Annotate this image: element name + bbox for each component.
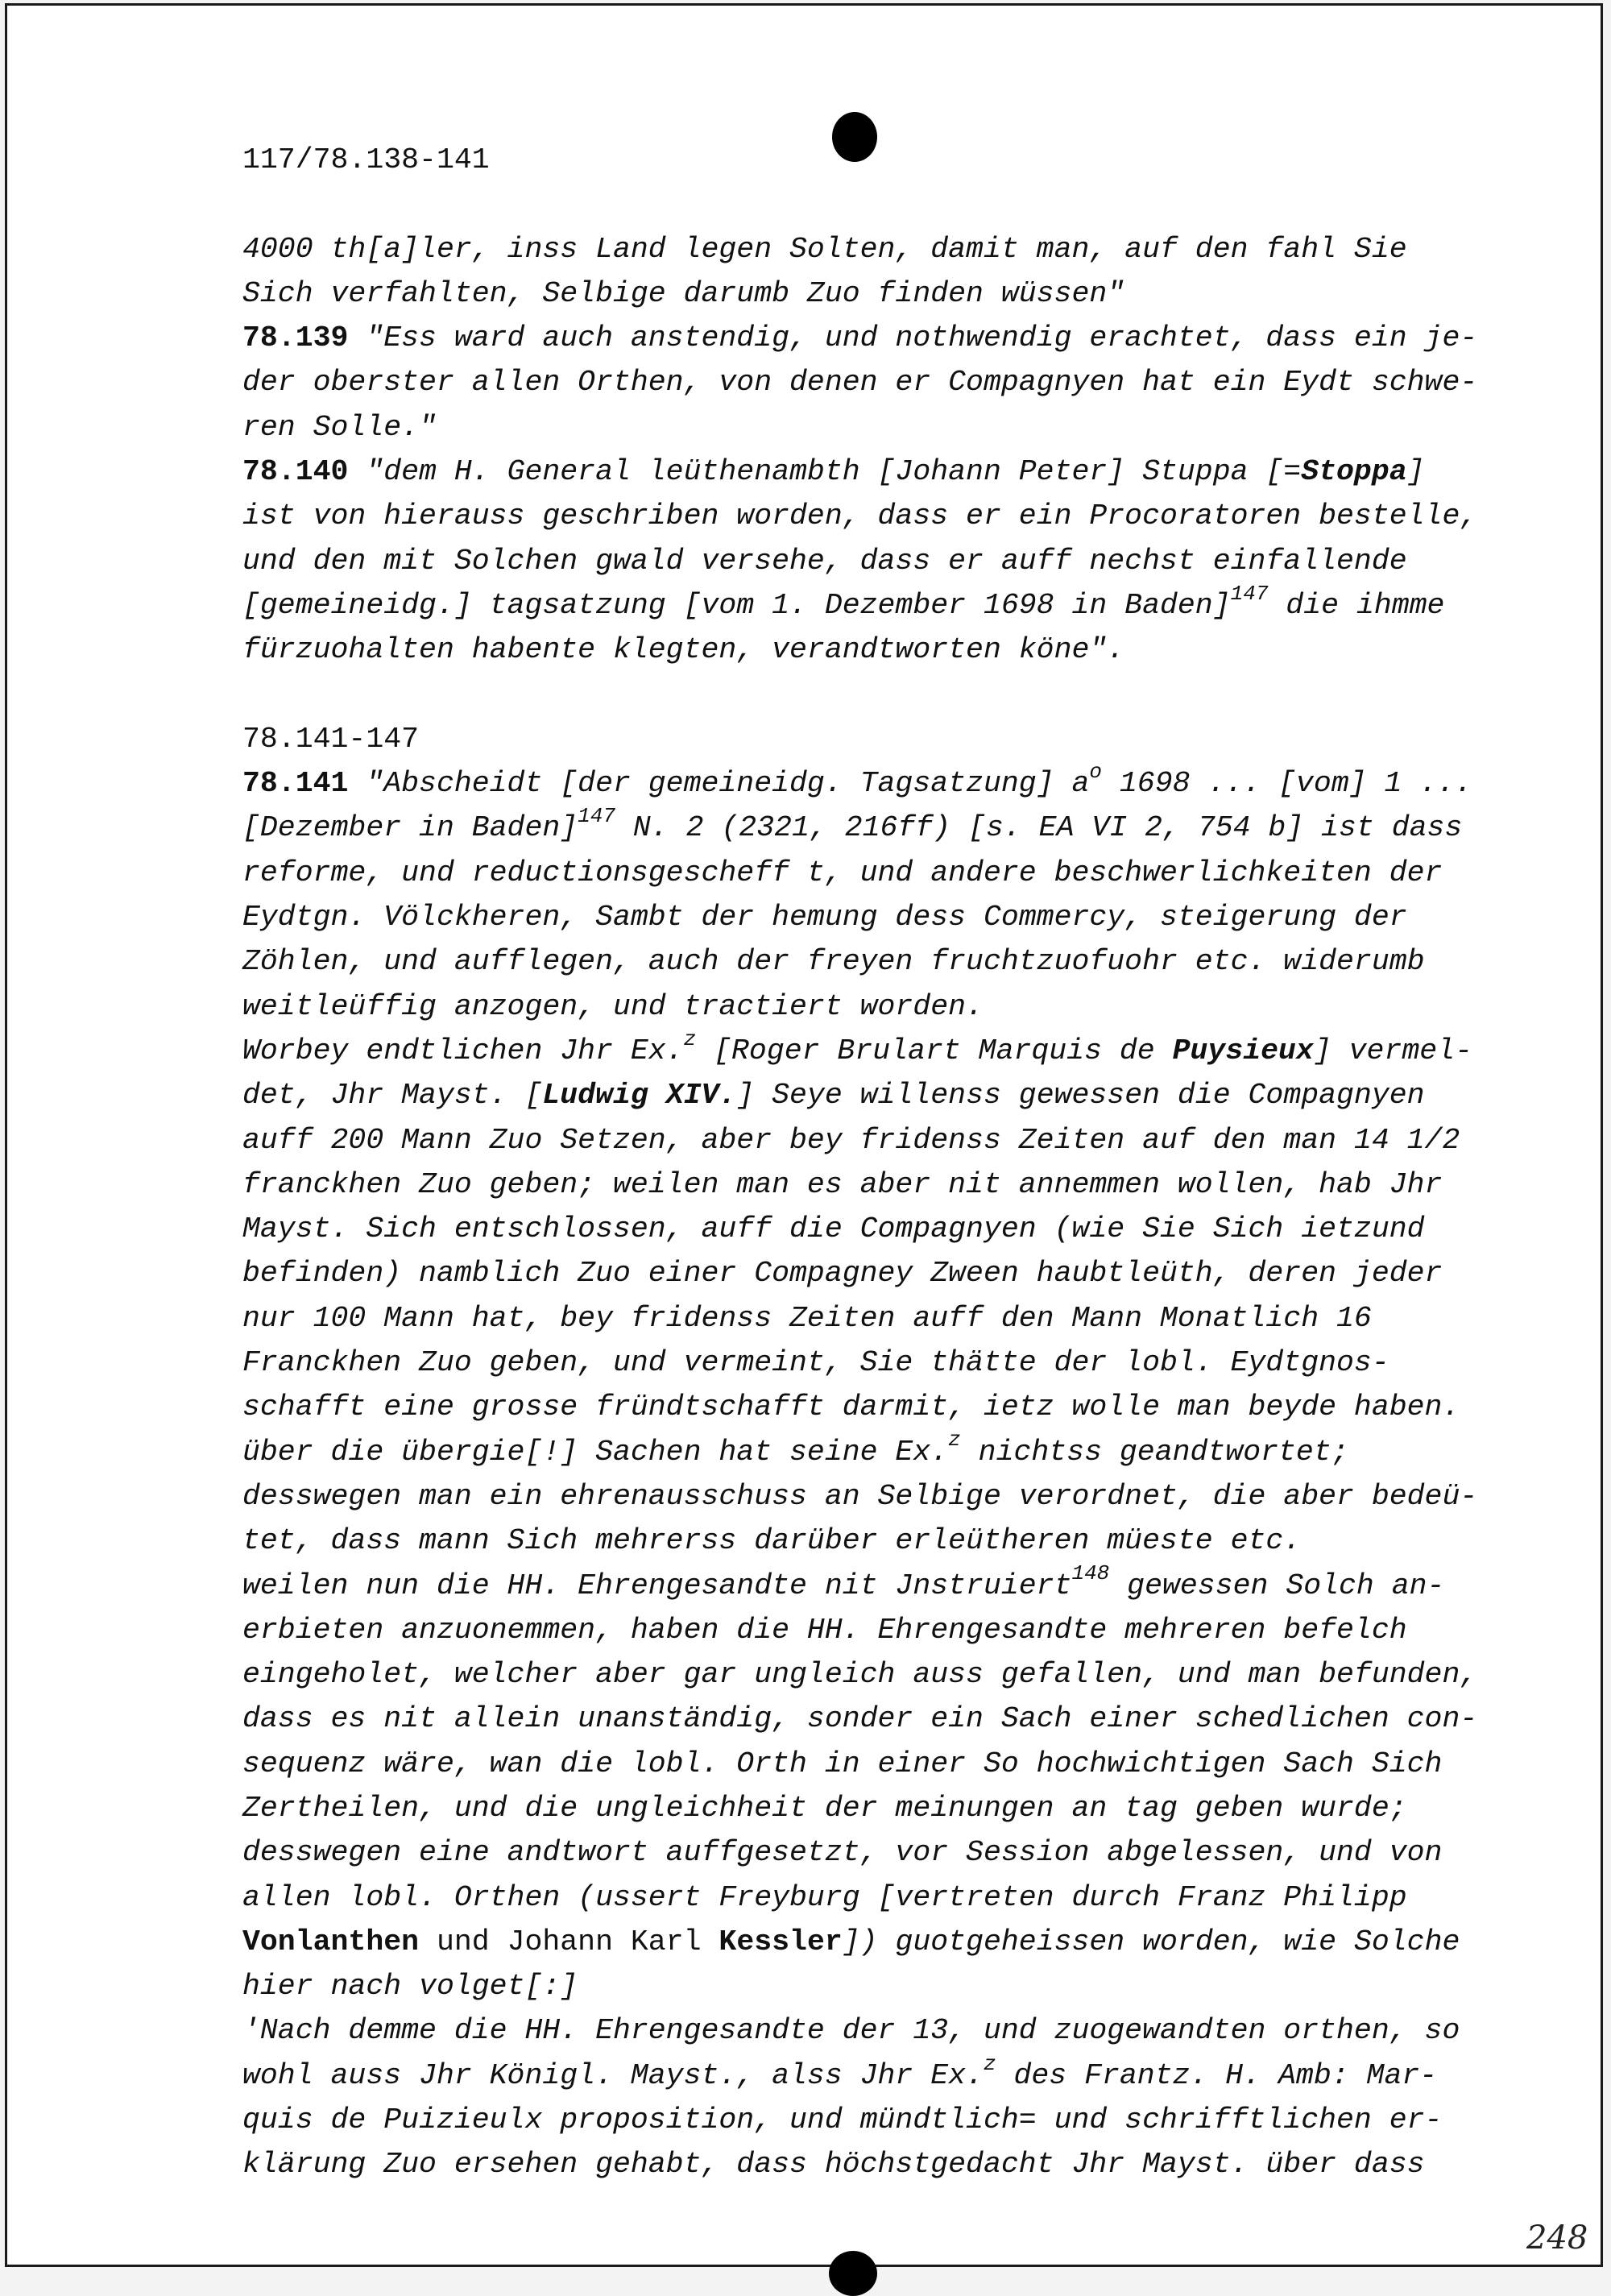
- text-segment: der oberster allen Orthen, von denen er Compagnyen hat ein Eydt schwe-: [242, 366, 1478, 400]
- handwritten-folio-number: 248: [1526, 2219, 1588, 2257]
- text-segment: "Ess ward auch anstendig, und nothwendig erachtet, dass ein je-: [348, 321, 1478, 355]
- text-segment: quis de Puizieulx proposition, und mündtlich= und schrifftlichen er-: [242, 2103, 1443, 2137]
- text-segment: befinden) namblich Zuo einer Compagney Zween haubtleüth, deren jeder: [242, 1257, 1443, 1291]
- text-line: [242, 2008, 1499, 2053]
- text-line: [242, 2051, 1499, 2098]
- text-segment: des Frantz. H. Amb: Mar-: [996, 2058, 1438, 2092]
- text-segment: nur 100 Mann hat, bey fridenss Zeiten auff den Mann Monatlich 16: [242, 1301, 1372, 1335]
- text-line: [242, 1073, 1499, 1117]
- text-segment: 1698 ... [vom] 1 ...: [1101, 767, 1472, 801]
- text-segment: ]) guotgeheissen worden, wie Solche: [842, 1925, 1460, 1958]
- text-segment: allen lobl. Orthen (ussert Freyburg [vertreten durch Franz Philipp: [242, 1880, 1407, 1914]
- footnote-ref: 147: [578, 804, 615, 829]
- text-segment: gewessen Solch an-: [1109, 1569, 1445, 1602]
- text-segment: klärung Zuo ersehen gehabt, dass höchstgedacht Jhr Mayst. über dass: [242, 2148, 1425, 2182]
- entry-78-140: [242, 450, 1499, 494]
- text-segment: ]: [1406, 455, 1425, 489]
- text-line: [242, 1608, 1499, 1652]
- text-line: [242, 628, 1499, 672]
- text-line: [242, 939, 1499, 984]
- text-segment: schafft eine grosse fründtschafft darmit, ietz wolle man beyde haben.: [242, 1390, 1460, 1424]
- text-line: [242, 583, 1499, 628]
- text-segment: 'Nach demme die HH. Ehrengesandte der 13, und zuogewandten orthen, so: [242, 2014, 1460, 2048]
- text-segment: franckhen Zuo geben; weilen man es aber nit annemmen wollen, hab Jhr: [242, 1167, 1443, 1201]
- text-line: [242, 1430, 1499, 1474]
- text-segment: ist von hierauss geschriben worden, dass er ein Procoratoren bestelle,: [242, 499, 1478, 533]
- text-line: [242, 984, 1499, 1029]
- bold-name: Vonlanthen: [242, 1925, 420, 1958]
- punch-hole-bottom: [829, 2251, 877, 2296]
- entry-number: 78.140: [242, 455, 349, 489]
- text-line: [242, 1519, 1499, 1563]
- text-segment: sequenz wäre, wan die lobl. Orth in einer So hochwichtigen Sach Sich: [242, 1747, 1443, 1780]
- text-segment: und Johann Karl: [419, 1925, 719, 1958]
- footnote-ref: 148: [1071, 1561, 1110, 1586]
- text-segment: desswegen eine andtwort auffgesetzt, vor Session abgelessen, und von: [242, 1836, 1443, 1870]
- text-segment: [gemeineidg.] tagsatzung [vom 1. Dezember 1698 in Baden]: [242, 588, 1231, 622]
- text-segment: Zöhlen, und aufflegen, auch der freyen fruchtzuofuohr etc. widerumb: [242, 945, 1425, 979]
- text-segment: Mayst. Sich entschlossen, auff die Compagnyen (wie Sie Sich ietzund: [242, 1212, 1425, 1246]
- text-segment: 117/78.138-141: [242, 143, 490, 176]
- text-segment: fürzuohalten habente klegten, verandtworten köne".: [242, 633, 1125, 667]
- text-line: [242, 1026, 1499, 1073]
- text-segment: ren Solle.": [242, 410, 437, 444]
- text-line: [242, 1697, 1499, 1741]
- entry-number: 78.139: [242, 321, 349, 355]
- bold-name: Ludwig XIV.: [542, 1079, 737, 1113]
- text-line: [242, 1742, 1499, 1786]
- document-page: [5, 3, 1603, 2267]
- text-line: [242, 1830, 1499, 1875]
- text-segment: eingeholet, welcher aber gar ungleich auss gefallen, und man befunden,: [242, 1658, 1478, 1692]
- text-segment: Worbey endtlichen Jhr Ex.: [242, 1034, 684, 1067]
- superscript: z: [683, 1026, 697, 1051]
- text-line: [242, 895, 1499, 939]
- text-line: [242, 1207, 1499, 1251]
- text-line: [242, 1875, 1499, 1920]
- text-segment: die ihmme: [1268, 588, 1445, 622]
- text-segment: [Dezember in Baden]: [242, 811, 578, 845]
- text-line: [242, 1251, 1499, 1295]
- text-line: [242, 806, 1499, 850]
- header-reference: [242, 138, 1499, 182]
- text-segment: ] vermel-: [1313, 1034, 1472, 1067]
- text-segment: auff 200 Mann Zuo Setzen, aber bey fridenss Zeiten auf den man 14 1/2: [242, 1123, 1460, 1157]
- text-segment: "Abscheidt [der gemeineidg. Tagsatzung] a: [348, 767, 1090, 801]
- text-line: [242, 2098, 1499, 2142]
- text-line: [242, 1341, 1499, 1385]
- text-segment: desswegen man ein ehrenausschuss an Selbige verordnet, die aber bedeü-: [242, 1479, 1478, 1513]
- text-segment: ] Seye willenss gewessen die Compagnyen: [736, 1079, 1425, 1113]
- text-segment: dass es nit allein unanständig, sonder ein Sach einer schedlichen con-: [242, 1702, 1478, 1736]
- text-line: [242, 1163, 1499, 1207]
- text-segment: und den mit Solchen gwald versehe, dass er auff nechst einfallende: [242, 544, 1407, 578]
- text-line: [242, 2142, 1499, 2186]
- document-body: [242, 138, 1499, 2187]
- text-line: [242, 1385, 1499, 1429]
- text-segment: "dem H. General leüthenambth [Johann Peter] Stuppa [=: [348, 455, 1302, 489]
- text-line: [242, 405, 1499, 450]
- text-segment: N. 2 (2321, 216ff) [s. EA VI 2, 754 b] ist dass: [615, 811, 1463, 845]
- text-segment: Eydtgn. Völckheren, Sambt der hemung dess Commercy, steigerung der: [242, 901, 1407, 935]
- superscript: z: [948, 1428, 961, 1453]
- text-line: [242, 360, 1499, 404]
- entry-78-139: [242, 316, 1499, 360]
- text-segment: Franckhen Zuo geben, und vermeint, Sie thätte der lobl. Eydtgnos-: [242, 1346, 1389, 1380]
- text-line: [242, 1786, 1499, 1830]
- text-line: [242, 1652, 1499, 1697]
- text-line: [242, 1920, 1499, 1964]
- entry-78-141: [242, 761, 1499, 806]
- text-line: [242, 271, 1499, 316]
- text-line: [242, 1296, 1499, 1341]
- text-segment: [Roger Brulart Marquis de: [696, 1034, 1173, 1067]
- text-line: [242, 1561, 1499, 1608]
- text-segment: hier nach volget[:]: [242, 1970, 578, 2004]
- text-line: [242, 1474, 1499, 1519]
- text-line: [242, 494, 1499, 538]
- text-segment: weilen nun die HH. Ehrengesandte nit Jnstruiert: [242, 1569, 1072, 1602]
- text-line: [242, 1118, 1499, 1163]
- text-segment: weitleüffig anzogen, und tractiert worden.: [242, 989, 984, 1023]
- text-segment: reforme, und reductionsgescheff t, und andere beschwerlichkeiten der: [242, 856, 1443, 889]
- text-segment: nichtss geandtwortet;: [960, 1435, 1349, 1469]
- text-line: [242, 851, 1499, 895]
- text-segment: über die übergie[!] Sachen hat seine Ex.: [242, 1435, 949, 1469]
- superscript: o: [1089, 760, 1102, 784]
- text-line: [242, 539, 1499, 583]
- text-segment: 78.141-147: [242, 722, 420, 756]
- section-reference: [242, 717, 1499, 761]
- text-segment: erbieten anzuonemmen, haben die HH. Ehrengesandte mehreren befelch: [242, 1613, 1407, 1647]
- bold-name: Kessler: [719, 1925, 843, 1958]
- text-segment: wohl auss Jhr Königl. Mayst., alss Jhr Ex.: [242, 2058, 984, 2092]
- text-segment: Zertheilen, und die ungleichheit der meinungen an tag geben wurde;: [242, 1791, 1407, 1825]
- text-segment: det, Jhr Mayst. [: [242, 1079, 543, 1113]
- bold-name: Puysieux: [1172, 1034, 1314, 1067]
- text-segment: 4000 th[a]ler, inss Land legen Solten, damit man, auf den fahl Sie: [242, 232, 1407, 266]
- entry-number: 78.141: [242, 767, 349, 801]
- bold-name: Stoppa: [1301, 455, 1407, 489]
- text-line: [242, 1964, 1499, 2008]
- text-line: [242, 227, 1499, 271]
- superscript: z: [983, 2051, 996, 2076]
- text-segment: tet, dass mann Sich mehrerss darüber erleütheren müeste etc.: [242, 1524, 1302, 1558]
- text-segment: Sich verfahlten, Selbige darumb Zuo finden wüssen": [242, 276, 1125, 310]
- footnote-ref: 147: [1230, 581, 1269, 606]
